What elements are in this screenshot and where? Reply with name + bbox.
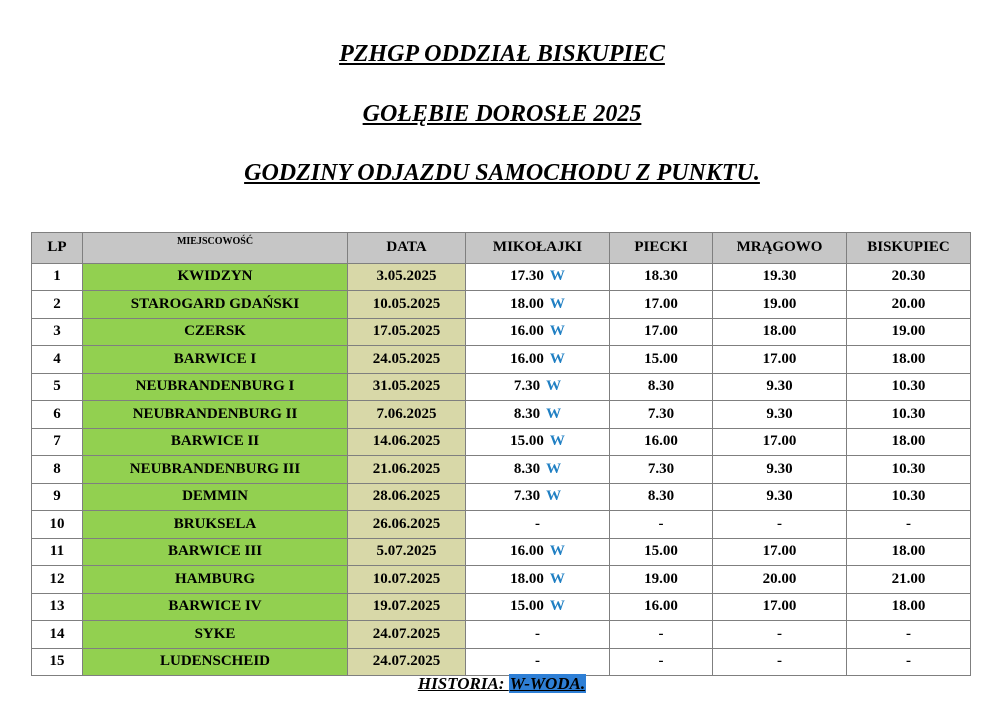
cell-mragowo: 17.00: [713, 593, 847, 621]
water-marker: W: [549, 295, 565, 312]
cell-date: 31.05.2025: [348, 373, 466, 401]
cell-place: KWIDZYN: [83, 263, 348, 291]
table-row: [32, 373, 971, 401]
cell-mragowo: -: [713, 621, 847, 649]
water-marker: W: [549, 323, 565, 340]
cell-biskupiec: 10.30: [847, 401, 971, 429]
departure-time: 8.30: [513, 405, 541, 422]
cell-place: NEUBRANDENBURG I: [83, 373, 348, 401]
cell-date: 26.06.2025: [348, 511, 466, 539]
footer-legend: [0, 673, 1004, 695]
cell-lp: 7: [32, 428, 83, 456]
cell-date: 24.07.2025: [348, 648, 466, 676]
departure-time: 18.00: [510, 570, 544, 587]
cell-mragowo: 17.00: [713, 428, 847, 456]
cell-lp: 13: [32, 593, 83, 621]
table-row: [32, 428, 971, 456]
cell-mragowo: 17.00: [713, 538, 847, 566]
cell-mragowo: 17.00: [713, 346, 847, 374]
cell-biskupiec: 10.30: [847, 456, 971, 484]
cell-mragowo: 19.00: [713, 291, 847, 319]
departure-time: 16.00: [510, 323, 544, 340]
schedule-table: [31, 232, 971, 676]
cell-biskupiec: -: [847, 621, 971, 649]
water-marker: W: [549, 570, 565, 587]
cell-mikolajki: [466, 483, 610, 511]
cell-piecki: 8.30: [610, 373, 713, 401]
departure-time: 15.00: [510, 433, 544, 450]
departure-time: 16.00: [510, 350, 544, 367]
cell-date: 14.06.2025: [348, 428, 466, 456]
cell-lp: 6: [32, 401, 83, 429]
cell-biskupiec: 20.30: [847, 263, 971, 291]
water-marker: W: [546, 460, 562, 477]
cell-piecki: 17.00: [610, 291, 713, 319]
cell-biskupiec: 10.30: [847, 373, 971, 401]
footer-highlight: W-WODA.: [509, 674, 586, 693]
cell-piecki: 7.30: [610, 401, 713, 429]
cell-mikolajki: [466, 291, 610, 319]
water-marker: W: [546, 405, 562, 422]
cell-place: BARWICE I: [83, 346, 348, 374]
cell-biskupiec: 21.00: [847, 566, 971, 594]
water-marker: W: [549, 598, 565, 615]
departure-time: -: [535, 625, 540, 642]
cell-biskupiec: 20.00: [847, 291, 971, 319]
cell-mikolajki: [466, 538, 610, 566]
cell-date: 5.07.2025: [348, 538, 466, 566]
departure-time: 18.00: [510, 295, 544, 312]
water-marker: W: [549, 268, 565, 285]
cell-piecki: 16.00: [610, 428, 713, 456]
cell-place: STAROGARD GDAŃSKI: [83, 291, 348, 319]
cell-mikolajki: [466, 593, 610, 621]
cell-place: DEMMIN: [83, 483, 348, 511]
cell-biskupiec: 19.00: [847, 318, 971, 346]
cell-mikolajki: [466, 428, 610, 456]
cell-date: 19.07.2025: [348, 593, 466, 621]
cell-date: 24.05.2025: [348, 346, 466, 374]
cell-lp: 11: [32, 538, 83, 566]
table-row: [32, 291, 971, 319]
cell-biskupiec: -: [847, 648, 971, 676]
water-marker: W: [549, 433, 565, 450]
cell-place: BARWICE IV: [83, 593, 348, 621]
title-departure-times: GODZINY ODJAZDU SAMOCHODU Z PUNKTU.: [244, 160, 760, 186]
cell-mragowo: 19.30: [713, 263, 847, 291]
departure-time: 7.30: [513, 378, 541, 395]
table-row: [32, 538, 971, 566]
cell-lp: 9: [32, 483, 83, 511]
cell-date: 21.06.2025: [348, 456, 466, 484]
cell-mikolajki: [466, 648, 610, 676]
cell-mikolajki: [466, 456, 610, 484]
departure-time: 15.00: [510, 598, 544, 615]
cell-biskupiec: 18.00: [847, 593, 971, 621]
departure-time: -: [535, 653, 540, 670]
header-miejscowosc: MIEJSCOWOŚĆ: [83, 233, 348, 264]
cell-date: 10.05.2025: [348, 291, 466, 319]
cell-lp: 5: [32, 373, 83, 401]
cell-biskupiec: -: [847, 511, 971, 539]
cell-lp: 1: [32, 263, 83, 291]
table-row: [32, 593, 971, 621]
cell-mikolajki: [466, 318, 610, 346]
cell-place: SYKE: [83, 621, 348, 649]
cell-mragowo: 18.00: [713, 318, 847, 346]
cell-lp: 14: [32, 621, 83, 649]
title-category: GOŁĘBIE DOROSŁE 2025: [362, 101, 642, 127]
cell-place: LUDENSCHEID: [83, 648, 348, 676]
cell-piecki: -: [610, 511, 713, 539]
cell-lp: 10: [32, 511, 83, 539]
cell-piecki: 8.30: [610, 483, 713, 511]
cell-mikolajki: [466, 263, 610, 291]
header-lp: LP: [32, 233, 83, 264]
table-row: [32, 648, 971, 676]
cell-place: BARWICE II: [83, 428, 348, 456]
departure-time: 8.30: [513, 460, 541, 477]
table-row: [32, 401, 971, 429]
cell-piecki: 15.00: [610, 346, 713, 374]
cell-place: CZERSK: [83, 318, 348, 346]
cell-mragowo: 9.30: [713, 401, 847, 429]
cell-lp: 4: [32, 346, 83, 374]
cell-mikolajki: [466, 511, 610, 539]
cell-place: NEUBRANDENBURG III: [83, 456, 348, 484]
cell-piecki: 19.00: [610, 566, 713, 594]
cell-lp: 2: [32, 291, 83, 319]
cell-mragowo: -: [713, 511, 847, 539]
cell-mragowo: 20.00: [713, 566, 847, 594]
cell-piecki: -: [610, 621, 713, 649]
departure-time: 16.00: [510, 543, 544, 560]
cell-date: 10.07.2025: [348, 566, 466, 594]
cell-lp: 15: [32, 648, 83, 676]
cell-mikolajki: [466, 346, 610, 374]
table-row: [32, 511, 971, 539]
table-row: [32, 456, 971, 484]
cell-date: 17.05.2025: [348, 318, 466, 346]
table-row: [32, 566, 971, 594]
cell-mikolajki: [466, 401, 610, 429]
water-marker: W: [546, 488, 562, 505]
cell-lp: 12: [32, 566, 83, 594]
cell-place: BRUKSELA: [83, 511, 348, 539]
cell-mragowo: -: [713, 648, 847, 676]
cell-mikolajki: [466, 373, 610, 401]
title-organization: PZHGP ODDZIAŁ BISKUPIEC: [339, 41, 665, 67]
cell-date: 28.06.2025: [348, 483, 466, 511]
header-row: [32, 233, 971, 264]
footer-label: HISTORIA:: [417, 674, 509, 693]
header-mikolajki: MIKOŁAJKI: [466, 233, 610, 264]
cell-mragowo: 9.30: [713, 483, 847, 511]
header-biskupiec: BISKUPIEC: [847, 233, 971, 264]
departure-time: -: [535, 515, 540, 532]
departure-time: 17.30: [510, 268, 544, 285]
table-row: [32, 263, 971, 291]
cell-date: 3.05.2025: [348, 263, 466, 291]
cell-place: BARWICE III: [83, 538, 348, 566]
header-mragowo: MRĄGOWO: [713, 233, 847, 264]
table-row: [32, 346, 971, 374]
water-marker: W: [549, 350, 565, 367]
cell-lp: 3: [32, 318, 83, 346]
cell-mragowo: 9.30: [713, 456, 847, 484]
table-row: [32, 483, 971, 511]
cell-place: NEUBRANDENBURG II: [83, 401, 348, 429]
water-marker: W: [549, 543, 565, 560]
water-marker: W: [546, 378, 562, 395]
cell-biskupiec: 18.00: [847, 428, 971, 456]
table-row: [32, 621, 971, 649]
cell-biskupiec: 10.30: [847, 483, 971, 511]
cell-piecki: 7.30: [610, 456, 713, 484]
cell-lp: 8: [32, 456, 83, 484]
cell-date: 7.06.2025: [348, 401, 466, 429]
cell-place: HAMBURG: [83, 566, 348, 594]
cell-mragowo: 9.30: [713, 373, 847, 401]
cell-date: 24.07.2025: [348, 621, 466, 649]
cell-mikolajki: [466, 621, 610, 649]
header-piecki: PIECKI: [610, 233, 713, 264]
cell-piecki: 18.30: [610, 263, 713, 291]
header-data: DATA: [348, 233, 466, 264]
cell-piecki: 16.00: [610, 593, 713, 621]
cell-piecki: 15.00: [610, 538, 713, 566]
cell-biskupiec: 18.00: [847, 538, 971, 566]
cell-mikolajki: [466, 566, 610, 594]
departure-time: 7.30: [513, 488, 541, 505]
table-row: [32, 318, 971, 346]
cell-piecki: -: [610, 648, 713, 676]
cell-biskupiec: 18.00: [847, 346, 971, 374]
cell-piecki: 17.00: [610, 318, 713, 346]
